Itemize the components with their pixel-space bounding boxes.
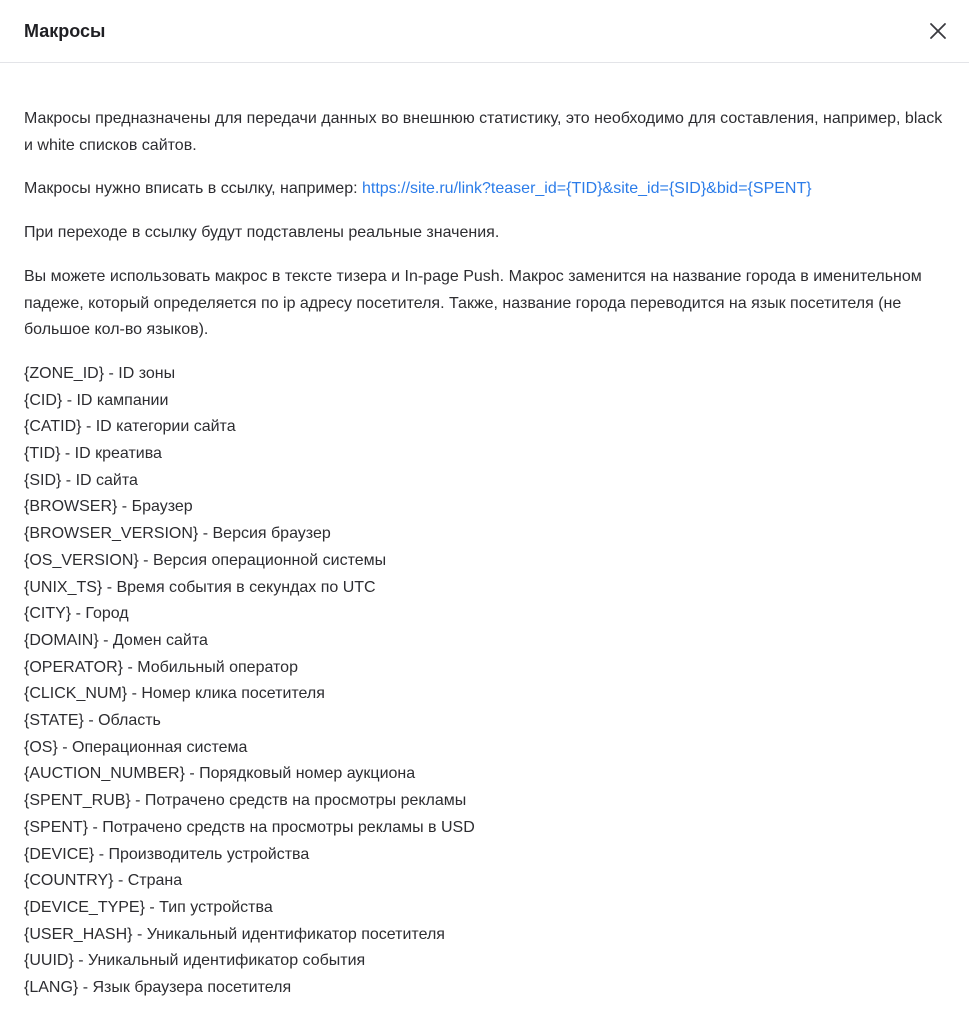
- modal-title: Макросы: [24, 21, 106, 41]
- close-button[interactable]: [923, 16, 953, 46]
- macro-item: {SPENT_RUB} - Потрачено средств на просмотры рекламы: [24, 792, 467, 810]
- macro-item: {ZONE_ID} - ID зоны: [24, 364, 176, 382]
- macro-item: {CITY} - Город: [24, 605, 129, 623]
- macro-item: {USER_HASH} - Уникальный идентификатор посетителя: [24, 925, 445, 943]
- macro-item: {TID} - ID креатива: [24, 445, 162, 463]
- macro-item: {SID} - ID сайта: [24, 471, 138, 489]
- example-link[interactable]: https://site.ru/link?teaser_id={TID}&site_id={SID}&bid={SPENT}: [361, 180, 812, 198]
- macro-item: {OS} - Операционная система: [24, 738, 248, 756]
- macro-item: {SPENT} - Потрачено средств на просмотры рекламы в USD: [24, 818, 475, 836]
- macro-item: {UNIX_TS} - Время события в секундах по UTC: [24, 578, 376, 596]
- macro-item: {BROWSER} - Браузер: [24, 498, 193, 516]
- macro-item: {STATE} - Область: [24, 712, 161, 730]
- macro-item: {DEVICE} - Производитель устройства: [24, 845, 310, 863]
- macro-item: {COUNTRY} - Страна: [24, 872, 183, 890]
- macro-item: {DEVICE_TYPE} - Тип устройства: [24, 898, 273, 916]
- close-icon: [929, 22, 947, 40]
- macro-item: {BROWSER_VERSION} - Версия браузер: [24, 525, 331, 543]
- intro-text: Макросы предназначены для передачи данных во внешнюю статистику, это необходимо для составления, например, black и white списков сайтов.: [24, 110, 943, 154]
- macro-item: {OPERATOR} - Мобильный оператор: [24, 658, 298, 676]
- macro-item: {LANG} - Язык браузера посетителя: [24, 979, 292, 997]
- macro-item: {CATID} - ID категории сайта: [24, 418, 236, 436]
- macro-item: {CID} - ID кампании: [24, 391, 169, 409]
- macro-item: {CLICK_NUM} - Номер клика посетителя: [24, 685, 325, 703]
- substitution-note: При переходе в ссылку будут подставлены реальные значения.: [24, 224, 500, 242]
- link-prefix: Макросы нужно вписать в ссылку, например:: [24, 180, 362, 198]
- macro-list: [24, 361, 945, 1002]
- macro-item: {AUCTION_NUMBER} - Порядковый номер аукциона: [24, 765, 416, 783]
- modal-header: [0, 0, 969, 63]
- modal-body: [0, 63, 969, 1002]
- macro-item: {UUID} - Уникальный идентификатор события: [24, 952, 366, 970]
- macro-item: {OS_VERSION} - Версия операционной системы: [24, 551, 387, 569]
- city-macro-note: Вы можете использовать макрос в тексте тизера и In-page Push. Макрос заменится на название города в именительном падеже, который определяется по ip адресу посетителя. Также, название города переводится на язык посетителя (не большое кол-во языков).: [24, 267, 922, 339]
- macro-item: {DOMAIN} - Домен сайта: [24, 631, 208, 649]
- link-instruction: [24, 176, 945, 203]
